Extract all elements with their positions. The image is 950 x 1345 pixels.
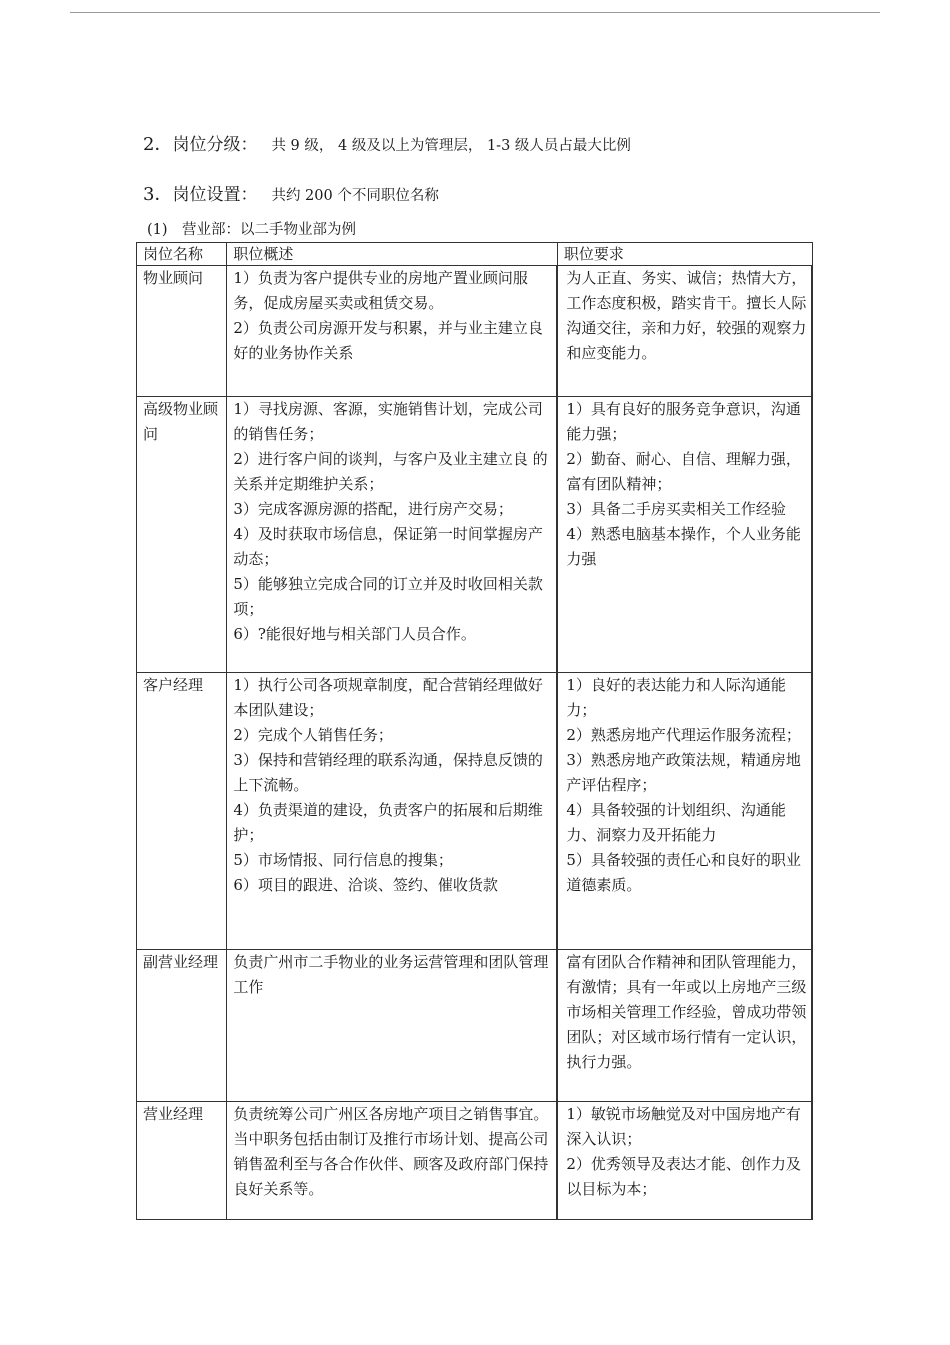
- section-2-title: 岗位分级：: [172, 135, 258, 155]
- cell-name-line: 物业顾问: [143, 269, 204, 287]
- top-rule: [70, 12, 880, 13]
- section-2-heading: [143, 130, 631, 156]
- cell-req-line: 1）敏锐市场触觉及对中国房地产有深入认识；: [566, 1105, 801, 1148]
- cell-name: [137, 1102, 227, 1220]
- table-row: [137, 397, 813, 673]
- cell-desc-line: 4）负责渠道的建设，负责客户的拓展和后期维护；: [233, 801, 543, 844]
- cell-req-line: 为人正直、务实、诚信；热情大方，工作态度积极，踏实肯干。擅长人际沟通交往，亲和力好，较强的观察力和应变能力。: [566, 269, 807, 362]
- table-row: [137, 266, 813, 397]
- cell-desc-line: 1）负责为客户提供专业的房地产置业顾问服务，促成房屋买卖或租赁交易。: [233, 269, 528, 312]
- cell-desc-line: 6）项目的跟进、洽谈、签约、催收货款: [233, 876, 498, 894]
- cell-req-line: 4）熟悉电脑基本操作，个人业务能力强: [566, 525, 801, 568]
- cell-desc-line: 负责统筹公司广州区各房地产项目之销售事宜。当中职务包括由制订及推行市场计划、提高公司销售盈利至与各合作伙伴、顾客及政府部门保持良好关系等。: [233, 1105, 549, 1198]
- cell-req-line: 5）具备较强的责任心和良好的职业道德素质。: [566, 851, 801, 894]
- header-position-name: 岗位名称: [137, 243, 227, 266]
- table-body: [137, 266, 813, 1220]
- cell-desc-line: 3）保持和营销经理的联系沟通，保持息反馈的上下流畅。: [233, 751, 543, 794]
- cell-name-line: 营业经理: [143, 1105, 204, 1123]
- cell-req: [557, 673, 812, 950]
- cell-req-line: 4）具备较强的计划组织、沟通能力、洞察力及开拓能力: [566, 801, 786, 844]
- cell-req-line: 2）优秀领导及表达才能、创作力及以目标为本；: [566, 1155, 801, 1198]
- cell-req: [557, 397, 812, 673]
- section-3-heading: [143, 180, 439, 206]
- cell-desc-line: 6）?能很好地与相关部门人员合作。: [233, 625, 476, 643]
- cell-req-line: 1）具有良好的服务竞争意识，沟通能力强；: [566, 400, 801, 443]
- cell-req: [557, 266, 812, 397]
- cell-name: [137, 397, 227, 673]
- cell-desc: [227, 673, 558, 950]
- table-caption: (1) 营业部：以二手物业部为例: [147, 222, 357, 238]
- section-3-desc: 共约 200 个不同职位名称: [271, 188, 439, 204]
- cell-name: [137, 673, 227, 950]
- position-table: [136, 242, 813, 1220]
- cell-desc-line: 2）完成个人销售任务；: [233, 726, 393, 744]
- cell-req-line: 富有团队合作精神和团队管理能力，有激情；具有一年或以上房地产三级市场相关管理工作经验，曾成功带领团队；对区域市场行情有一定认识，执行力强。: [566, 953, 807, 1071]
- table-row: [137, 1102, 813, 1220]
- cell-desc-line: 3）完成客源房源的搭配，进行房产交易；: [233, 500, 513, 518]
- cell-desc-line: 5）能够独立完成合同的订立并及时收回相关款项；: [233, 575, 543, 618]
- cell-desc-line: 2）负责公司房源开发与积累，并与业主建立良好的业务协作关系: [233, 319, 543, 362]
- table-row: [137, 950, 813, 1102]
- cell-desc: [227, 950, 558, 1102]
- cell-desc: [227, 397, 558, 673]
- cell-desc-line: 5）市场情报、同行信息的搜集；: [233, 851, 453, 869]
- cell-name-line: 客户经理: [143, 676, 204, 694]
- header-position-req: 职位要求: [557, 243, 812, 266]
- cell-req: [557, 950, 812, 1102]
- cell-name-line: 高级物业顾问: [143, 400, 219, 443]
- cell-req-line: 2）熟悉房地产代理运作服务流程；: [566, 726, 801, 744]
- cell-req-line: 3）具备二手房买卖相关工作经验: [566, 500, 786, 518]
- cell-desc: [227, 266, 558, 397]
- table-row: [137, 673, 813, 950]
- cell-desc-line: 1）寻找房源、客源，实施销售计划，完成公司的销售任务；: [233, 400, 543, 443]
- cell-req-line: 1）良好的表达能力和人际沟通能力；: [566, 676, 786, 719]
- cell-name: [137, 950, 227, 1102]
- section-2-number: 2．: [143, 134, 173, 155]
- cell-req-line: 2）勤奋、耐心、自信、理解力强，富有团队精神；: [566, 450, 801, 493]
- cell-name-line: 副营业经理: [143, 953, 219, 971]
- header-position-desc: 职位概述: [227, 243, 558, 266]
- section-3-title: 岗位设置：: [172, 185, 258, 205]
- cell-desc-line: 4）及时获取市场信息，保证第一时间掌握房产动态；: [233, 525, 543, 568]
- cell-name: [137, 266, 227, 397]
- cell-desc-line: 2）进行客户间的谈判，与客户及业主建立良 的关系并定期维护关系；: [233, 450, 548, 493]
- cell-desc-line: 1）执行公司各项规章制度，配合营销经理做好本团队建设；: [233, 676, 543, 719]
- section-3-number: 3．: [143, 184, 173, 205]
- table-header-row: [137, 243, 813, 266]
- section-2-desc: 共 9 级， 4 级及以上为管理层， 1-3 级人员占最大比例: [271, 138, 631, 154]
- cell-desc: [227, 1102, 558, 1220]
- cell-req: [557, 1102, 812, 1220]
- cell-desc-line: 负责广州市二手物业的业务运营管理和团队管理工作: [233, 953, 549, 996]
- cell-req-line: 3）熟悉房地产政策法规，精通房地产评估程序；: [566, 751, 801, 794]
